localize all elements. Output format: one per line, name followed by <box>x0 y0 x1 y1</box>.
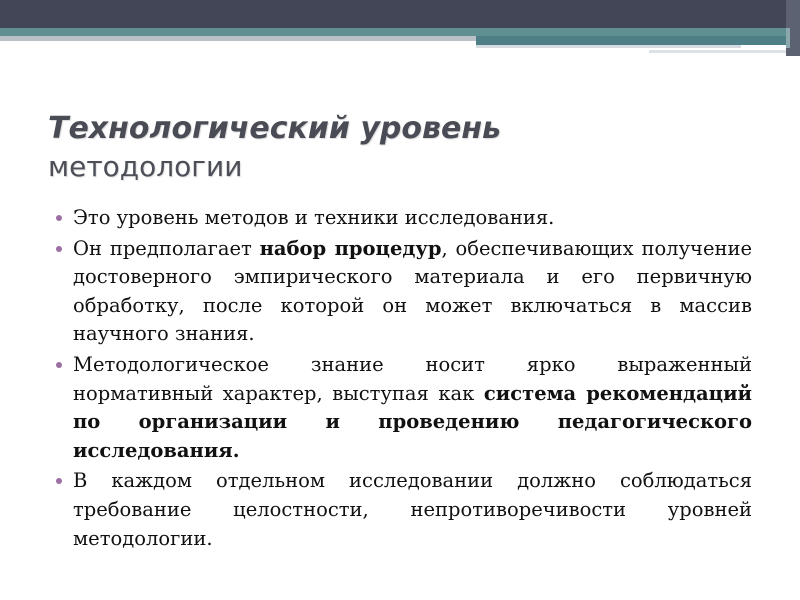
bullet-dot-icon <box>56 478 62 484</box>
light-stripe-1 <box>476 45 741 48</box>
bullet-item <box>54 235 752 349</box>
bullet-dot-icon <box>56 246 62 252</box>
teal-stripe <box>0 28 786 36</box>
right-corner-edge <box>786 28 790 48</box>
bullet-dot-icon <box>56 362 62 368</box>
slide-title-main: Технологический уровень <box>48 111 502 146</box>
gray-stripe <box>0 36 476 41</box>
bullet-text-bold: система рекомендаций по организации и проведению педагогического исследования. <box>73 381 752 462</box>
bullet-list <box>54 204 752 555</box>
bullet-item <box>54 204 752 233</box>
bullet-text: В каждом отдельном исследовании должно соблюдаться требование целостности, непротиворечивости уровней методологии. <box>73 469 752 550</box>
bullet-text-bold: набор процедур <box>259 236 442 260</box>
light-stripe-2 <box>649 50 786 53</box>
teal-stripe-lower <box>476 36 786 45</box>
bullet-dot-icon <box>56 215 62 221</box>
bullet-text: Это уровень методов и техники исследования. <box>73 206 555 229</box>
bullet-text: Методологическое знание носит ярко выраженный нормативный характер, выступая как <box>73 352 752 405</box>
slide-title-sub: методологии <box>48 150 243 183</box>
top-dark-band <box>0 0 800 28</box>
slide-title <box>48 110 748 186</box>
bullet-text: , обеспечивающих получение достоверного эмпирического материала и его первичную обработку, после которой он может включаться в массив научного знания. <box>73 236 753 346</box>
bullet-text: Он предполагает <box>73 236 260 260</box>
bullet-item <box>54 351 752 465</box>
bullet-item <box>54 467 752 553</box>
